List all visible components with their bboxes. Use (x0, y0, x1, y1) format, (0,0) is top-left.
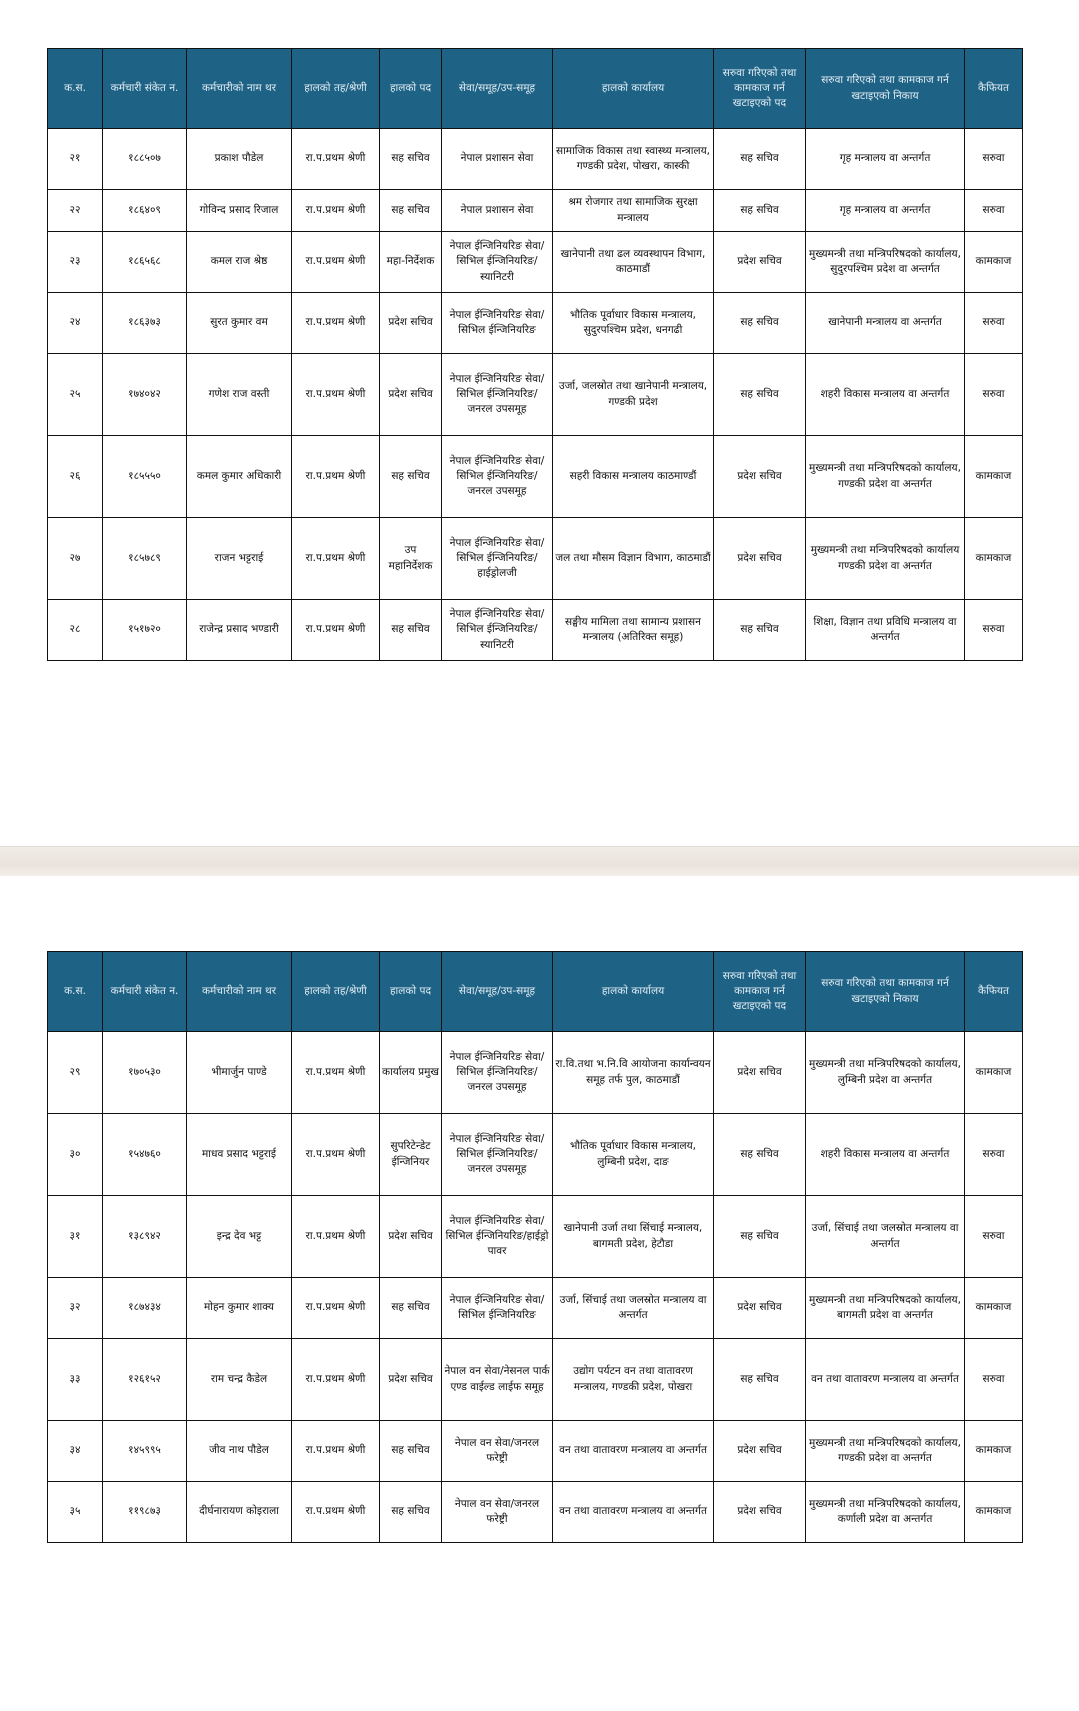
cell-assigned-agency: गृह मन्त्रालय वा अन्तर्गत (806, 190, 965, 232)
cell-serial-number: २३ (48, 232, 103, 293)
cell-service-group: नेपाल ईन्जिनियरिङ सेवा/सिभिल ईन्जिनियरिङ/जनरल उपसमूह (442, 436, 553, 518)
header-assigned-agency: सरुवा गरिएको तथा कामकाज गर्न खटाइएको निकाय (806, 952, 965, 1032)
cell-current-office: सहरी विकास मन्त्रालय काठमाण्डौं (553, 436, 714, 518)
cell-assigned-agency: शहरी विकास मन्त्रालय वा अन्तर्गत (806, 354, 965, 436)
cell-current-office: सामाजिक विकास तथा स्वास्थ्य मन्त्रालय, गण्डकी प्रदेश, पोखरा, कास्की (553, 129, 714, 190)
cell-employee-code: १२६१५२ (103, 1339, 187, 1421)
cell-assigned-post: प्रदेश सचिव (714, 1421, 806, 1482)
page-separator (0, 846, 1079, 878)
cell-employee-code: १५४७६० (103, 1114, 187, 1196)
header-remarks: कैफियत (965, 49, 1023, 129)
cell-remarks: कामकाज (965, 436, 1023, 518)
cell-current-office: उर्जा, सिंचाई तथा जलस्रोत मन्त्रालय वा अन्तर्गत (553, 1278, 714, 1339)
cell-assigned-post: सह सचिव (714, 600, 806, 661)
cell-current-office: खानेपानी तथा ढल व्यवस्थापन विभाग, काठमाडौं (553, 232, 714, 293)
cell-assigned-post: प्रदेश सचिव (714, 232, 806, 293)
cell-serial-number: २४ (48, 293, 103, 354)
cell-assigned-post: सह सचिव (714, 1196, 806, 1278)
cell-current-post: सह सचिव (380, 129, 442, 190)
cell-assigned-agency: मुख्यमन्त्री तथा मन्त्रिपरिषदको कार्यालय गण्डकी प्रदेश वा अन्तर्गत (806, 518, 965, 600)
cell-current-post: उप महानिर्देशक (380, 518, 442, 600)
cell-employee-code: १५१७२० (103, 600, 187, 661)
cell-service-group: नेपाल ईन्जिनियरिङ सेवा/सिभिल ईन्जिनियरिङ/हाईड्रो पावर (442, 1196, 553, 1278)
table-row (48, 1114, 1023, 1196)
table-header-row (48, 952, 1023, 1032)
cell-serial-number: ३१ (48, 1196, 103, 1278)
cell-assigned-post: प्रदेश सचिव (714, 518, 806, 600)
cell-current-level: रा.प.प्रथम श्रेणी (292, 1339, 380, 1421)
cell-current-level: रा.प.प्रथम श्रेणी (292, 1196, 380, 1278)
document-page-1 (0, 0, 1079, 846)
cell-serial-number: २९ (48, 1032, 103, 1114)
cell-assigned-agency: मुख्यमन्त्री तथा मन्त्रिपरिषदको कार्यालय, बागमती प्रदेश वा अन्तर्गत (806, 1278, 965, 1339)
cell-employee-name: जीव नाथ पौडेल (187, 1421, 292, 1482)
header-service-group: सेवा/समूह/उप-समूह (442, 952, 553, 1032)
cell-current-post: सह सचिव (380, 1482, 442, 1543)
cell-assigned-agency: उर्जा, सिंचाई तथा जलस्रोत मन्त्रालय वा अन्तर्गत (806, 1196, 965, 1278)
cell-employee-name: माधव प्रसाद भट्टराई (187, 1114, 292, 1196)
cell-employee-code: ११९८७३ (103, 1482, 187, 1543)
cell-current-level: रा.प.प्रथम श्रेणी (292, 600, 380, 661)
cell-assigned-post: प्रदेश सचिव (714, 1482, 806, 1543)
cell-remarks: कामकाज (965, 518, 1023, 600)
header-serial-number: क.स. (48, 952, 103, 1032)
cell-serial-number: ३४ (48, 1421, 103, 1482)
table-row (48, 129, 1023, 190)
cell-employee-code: १८७४३४ (103, 1278, 187, 1339)
cell-remarks: कामकाज (965, 1278, 1023, 1339)
cell-assigned-post: सह सचिव (714, 293, 806, 354)
cell-current-post: सह सचिव (380, 1278, 442, 1339)
cell-remarks: कामकाज (965, 1482, 1023, 1543)
cell-employee-code: १८५७८९ (103, 518, 187, 600)
cell-assigned-post: सह सचिव (714, 190, 806, 232)
header-current-level: हालको तह/श्रेणी (292, 49, 380, 129)
cell-serial-number: २७ (48, 518, 103, 600)
header-assigned-post: सरुवा गरिएको तथा कामकाज गर्न खटाइएको पद (714, 952, 806, 1032)
header-assigned-agency: सरुवा गरिएको तथा कामकाज गर्न खटाइएको निकाय (806, 49, 965, 129)
cell-serial-number: २६ (48, 436, 103, 518)
cell-current-post: प्रदेश सचिव (380, 293, 442, 354)
cell-current-office: रा.वि.तथा भ.नि.वि आयोजना कार्यान्वयन समूह तर्फ पुल, काठमाडौं (553, 1032, 714, 1114)
cell-current-office: भौतिक पूर्वाधार विकास मन्त्रालय, लुम्बिनी प्रदेश, दाङ (553, 1114, 714, 1196)
cell-assigned-agency: मुख्यमन्त्री तथा मन्त्रिपरिषदको कार्यालय, लुम्बिनी प्रदेश वा अन्तर्गत (806, 1032, 965, 1114)
table-row (48, 1482, 1023, 1543)
cell-service-group: नेपाल वन सेवा/जनरल फरेष्ट्री (442, 1482, 553, 1543)
cell-current-office: श्रम रोजगार तथा सामाजिक सुरक्षा मन्त्रालय (553, 190, 714, 232)
cell-serial-number: ३३ (48, 1339, 103, 1421)
cell-employee-code: १३८९४२ (103, 1196, 187, 1278)
cell-assigned-agency: मुख्यमन्त्री तथा मन्त्रिपरिषदको कार्यालय, गण्डकी प्रदेश वा अन्तर्गत (806, 436, 965, 518)
cell-current-office: खानेपानी उर्जा तथा सिंचाई मन्त्रालय, बागमती प्रदेश, हेटौडा (553, 1196, 714, 1278)
cell-service-group: नेपाल प्रशासन सेवा (442, 129, 553, 190)
table-row (48, 293, 1023, 354)
table-row (48, 1339, 1023, 1421)
cell-employee-code: १८६३७३ (103, 293, 187, 354)
cell-current-post: प्रदेश सचिव (380, 1196, 442, 1278)
table-row (48, 1032, 1023, 1114)
cell-current-level: रा.प.प्रथम श्रेणी (292, 436, 380, 518)
table-row (48, 354, 1023, 436)
cell-employee-name: कमल कुमार अधिकारी (187, 436, 292, 518)
table-row (48, 436, 1023, 518)
cell-employee-name: गोविन्द प्रसाद रिजाल (187, 190, 292, 232)
cell-service-group: नेपाल ईन्जिनियरिङ सेवा/सिभिल ईन्जिनियरिङ/जनरल उपसमूह (442, 1032, 553, 1114)
cell-remarks: सरुवा (965, 354, 1023, 436)
cell-current-office: भौतिक पूर्वाधार विकास मन्त्रालय, सुदुरपश्चिम प्रदेश, धनगढी (553, 293, 714, 354)
cell-current-level: रा.प.प्रथम श्रेणी (292, 1421, 380, 1482)
header-assigned-post: सरुवा गरिएको तथा कामकाज गर्न खटाइएको पद (714, 49, 806, 129)
cell-current-level: रा.प.प्रथम श्रेणी (292, 1032, 380, 1114)
cell-employee-name: मोहन कुमार शाक्य (187, 1278, 292, 1339)
table-row (48, 600, 1023, 661)
cell-current-level: रा.प.प्रथम श्रेणी (292, 1278, 380, 1339)
cell-employee-name: राजन भट्टराई (187, 518, 292, 600)
cell-employee-name: राजेन्द्र प्रसाद भण्डारी (187, 600, 292, 661)
cell-serial-number: २२ (48, 190, 103, 232)
cell-current-post: प्रदेश सचिव (380, 1339, 442, 1421)
cell-remarks: सरुवा (965, 190, 1023, 232)
table-row (48, 232, 1023, 293)
header-current-post: हालको पद (380, 49, 442, 129)
cell-current-post: सह सचिव (380, 436, 442, 518)
cell-assigned-post: सह सचिव (714, 1339, 806, 1421)
table-row (48, 518, 1023, 600)
header-employee-name: कर्मचारीको नाम थर (187, 49, 292, 129)
header-remarks: कैफियत (965, 952, 1023, 1032)
cell-employee-code: १८८५०७ (103, 129, 187, 190)
cell-current-post: सह सचिव (380, 1421, 442, 1482)
cell-service-group: नेपाल ईन्जिनियरिङ सेवा/सिभिल ईन्जिनियरिङ (442, 293, 553, 354)
cell-current-level: रा.प.प्रथम श्रेणी (292, 354, 380, 436)
cell-remarks: कामकाज (965, 232, 1023, 293)
cell-current-office: वन तथा वातावरण मन्त्रालय वा अन्तर्गत (553, 1421, 714, 1482)
header-employee-name: कर्मचारीको नाम थर (187, 952, 292, 1032)
cell-serial-number: ३० (48, 1114, 103, 1196)
cell-employee-name: भीमार्जुन पाण्डे (187, 1032, 292, 1114)
cell-employee-name: राम चन्द्र कैडेल (187, 1339, 292, 1421)
cell-current-office: उर्जा, जलस्रोत तथा खानेपानी मन्त्रालय, गण्डकी प्रदेश (553, 354, 714, 436)
cell-remarks: सरुवा (965, 1339, 1023, 1421)
cell-service-group: नेपाल ईन्जिनियरिङ सेवा/सिभिल ईन्जिनियरिङ/जनरल उपसमूह (442, 354, 553, 436)
cell-service-group: नेपाल ईन्जिनियरिङ सेवा/सिभिल ईन्जिनियरिङ/जनरल उपसमूह (442, 1114, 553, 1196)
cell-employee-name: इन्द्र देव भट्ट (187, 1196, 292, 1278)
cell-assigned-agency: मुख्यमन्त्री तथा मन्त्रिपरिषदको कार्यालय, कर्णाली प्रदेश वा अन्तर्गत (806, 1482, 965, 1543)
cell-employee-code: १८६५६८ (103, 232, 187, 293)
cell-assigned-post: सह सचिव (714, 354, 806, 436)
header-employee-code: कर्मचारी संकेत न. (103, 952, 187, 1032)
cell-employee-code: १४५९९५ (103, 1421, 187, 1482)
cell-remarks: कामकाज (965, 1032, 1023, 1114)
cell-employee-code: १८६४०९ (103, 190, 187, 232)
header-employee-code: कर्मचारी संकेत न. (103, 49, 187, 129)
table-header-row (48, 49, 1023, 129)
cell-current-post: महा-निर्देशक (380, 232, 442, 293)
cell-remarks: सरुवा (965, 293, 1023, 354)
cell-service-group: नेपाल वन सेवा/नेसनल पार्क एण्ड वाईल्ड लाईफ समूह (442, 1339, 553, 1421)
header-current-office: हालको कार्यालय (553, 952, 714, 1032)
cell-current-level: रा.प.प्रथम श्रेणी (292, 1114, 380, 1196)
table-row (48, 1421, 1023, 1482)
cell-current-office: वन तथा वातावरण मन्त्रालय वा अन्तर्गत (553, 1482, 714, 1543)
cell-employee-name: सुरत कुमार वम (187, 293, 292, 354)
cell-service-group: नेपाल वन सेवा/जनरल फरेष्ट्री (442, 1421, 553, 1482)
cell-current-level: रा.प.प्रथम श्रेणी (292, 232, 380, 293)
cell-current-office: जल तथा मौसम विज्ञान विभाग, काठमाडौं (553, 518, 714, 600)
header-service-group: सेवा/समूह/उप-समूह (442, 49, 553, 129)
cell-current-office: उद्योग पर्यटन वन तथा वातावरण मन्त्रालय, गण्डकी प्रदेश, पोखरा (553, 1339, 714, 1421)
header-serial-number: क.स. (48, 49, 103, 129)
cell-service-group: नेपाल ईन्जिनियरिङ सेवा/सिभिल ईन्जिनियरिङ/स्यानिटरी (442, 232, 553, 293)
cell-assigned-post: सह सचिव (714, 129, 806, 190)
transfer-table-2 (47, 951, 1023, 1543)
cell-service-group: नेपाल ईन्जिनियरिङ सेवा/सिभिल ईन्जिनियरिङ (442, 1278, 553, 1339)
cell-employee-name: प्रकाश पौडेल (187, 129, 292, 190)
cell-assigned-agency: खानेपानी मन्त्रालय वा अन्तर्गत (806, 293, 965, 354)
cell-current-level: रा.प.प्रथम श्रेणी (292, 1482, 380, 1543)
cell-assigned-post: सह सचिव (714, 1114, 806, 1196)
header-current-post: हालको पद (380, 952, 442, 1032)
cell-current-level: रा.प.प्रथम श्रेणी (292, 190, 380, 232)
cell-service-group: नेपाल ईन्जिनियरिङ सेवा/सिभिल ईन्जिनियरिङ/हाईड्रोलजी (442, 518, 553, 600)
cell-service-group: नेपाल ईन्जिनियरिङ सेवा/सिभिल ईन्जिनियरिङ/स्यानिटरी (442, 600, 553, 661)
cell-serial-number: ३५ (48, 1482, 103, 1543)
cell-remarks: सरुवा (965, 600, 1023, 661)
cell-serial-number: २८ (48, 600, 103, 661)
cell-employee-code: १७०५३० (103, 1032, 187, 1114)
table-row (48, 1278, 1023, 1339)
cell-assigned-post: प्रदेश सचिव (714, 436, 806, 518)
cell-current-post: सह सचिव (380, 600, 442, 661)
cell-current-post: सुपरिटेन्डेट ईन्जिनियर (380, 1114, 442, 1196)
cell-employee-name: दीर्घनारायण कोइराला (187, 1482, 292, 1543)
document-page-2 (0, 876, 1079, 1711)
cell-assigned-agency: मुख्यमन्त्री तथा मन्त्रिपरिषदको कार्यालय, सुदुरपश्चिम प्रदेश वा अन्तर्गत (806, 232, 965, 293)
cell-current-post: प्रदेश सचिव (380, 354, 442, 436)
header-current-level: हालको तह/श्रेणी (292, 952, 380, 1032)
cell-service-group: नेपाल प्रशासन सेवा (442, 190, 553, 232)
cell-employee-code: १७४०४२ (103, 354, 187, 436)
cell-remarks: सरुवा (965, 1196, 1023, 1278)
header-current-office: हालको कार्यालय (553, 49, 714, 129)
table-row (48, 1196, 1023, 1278)
cell-employee-name: कमल राज श्रेष्ठ (187, 232, 292, 293)
cell-assigned-agency: शहरी विकास मन्त्रालय वा अन्तर्गत (806, 1114, 965, 1196)
cell-assigned-post: प्रदेश सचिव (714, 1032, 806, 1114)
cell-current-office: सङ्घीय मामिला तथा सामान्य प्रशासन मन्त्रालय (अतिरिक्त समूह) (553, 600, 714, 661)
cell-current-level: रा.प.प्रथम श्रेणी (292, 129, 380, 190)
table-row (48, 190, 1023, 232)
cell-remarks: सरुवा (965, 1114, 1023, 1196)
cell-serial-number: २१ (48, 129, 103, 190)
cell-assigned-agency: शिक्षा, विज्ञान तथा प्रविधि मन्त्रालय वा अन्तर्गत (806, 600, 965, 661)
cell-remarks: सरुवा (965, 129, 1023, 190)
cell-current-level: रा.प.प्रथम श्रेणी (292, 518, 380, 600)
cell-current-post: कार्यालय प्रमुख (380, 1032, 442, 1114)
cell-assigned-agency: गृह मन्त्रालय वा अन्तर्गत (806, 129, 965, 190)
cell-serial-number: ३२ (48, 1278, 103, 1339)
cell-assigned-agency: वन तथा वातावरण मन्त्रालय वा अन्तर्गत (806, 1339, 965, 1421)
cell-current-level: रा.प.प्रथम श्रेणी (292, 293, 380, 354)
transfer-table-1 (47, 48, 1023, 661)
cell-employee-name: गणेश राज वस्ती (187, 354, 292, 436)
cell-current-post: सह सचिव (380, 190, 442, 232)
cell-remarks: कामकाज (965, 1421, 1023, 1482)
cell-employee-code: १८५५५० (103, 436, 187, 518)
cell-serial-number: २५ (48, 354, 103, 436)
cell-assigned-agency: मुख्यमन्त्री तथा मन्त्रिपरिषदको कार्यालय, गण्डकी प्रदेश वा अन्तर्गत (806, 1421, 965, 1482)
cell-assigned-post: प्रदेश सचिव (714, 1278, 806, 1339)
